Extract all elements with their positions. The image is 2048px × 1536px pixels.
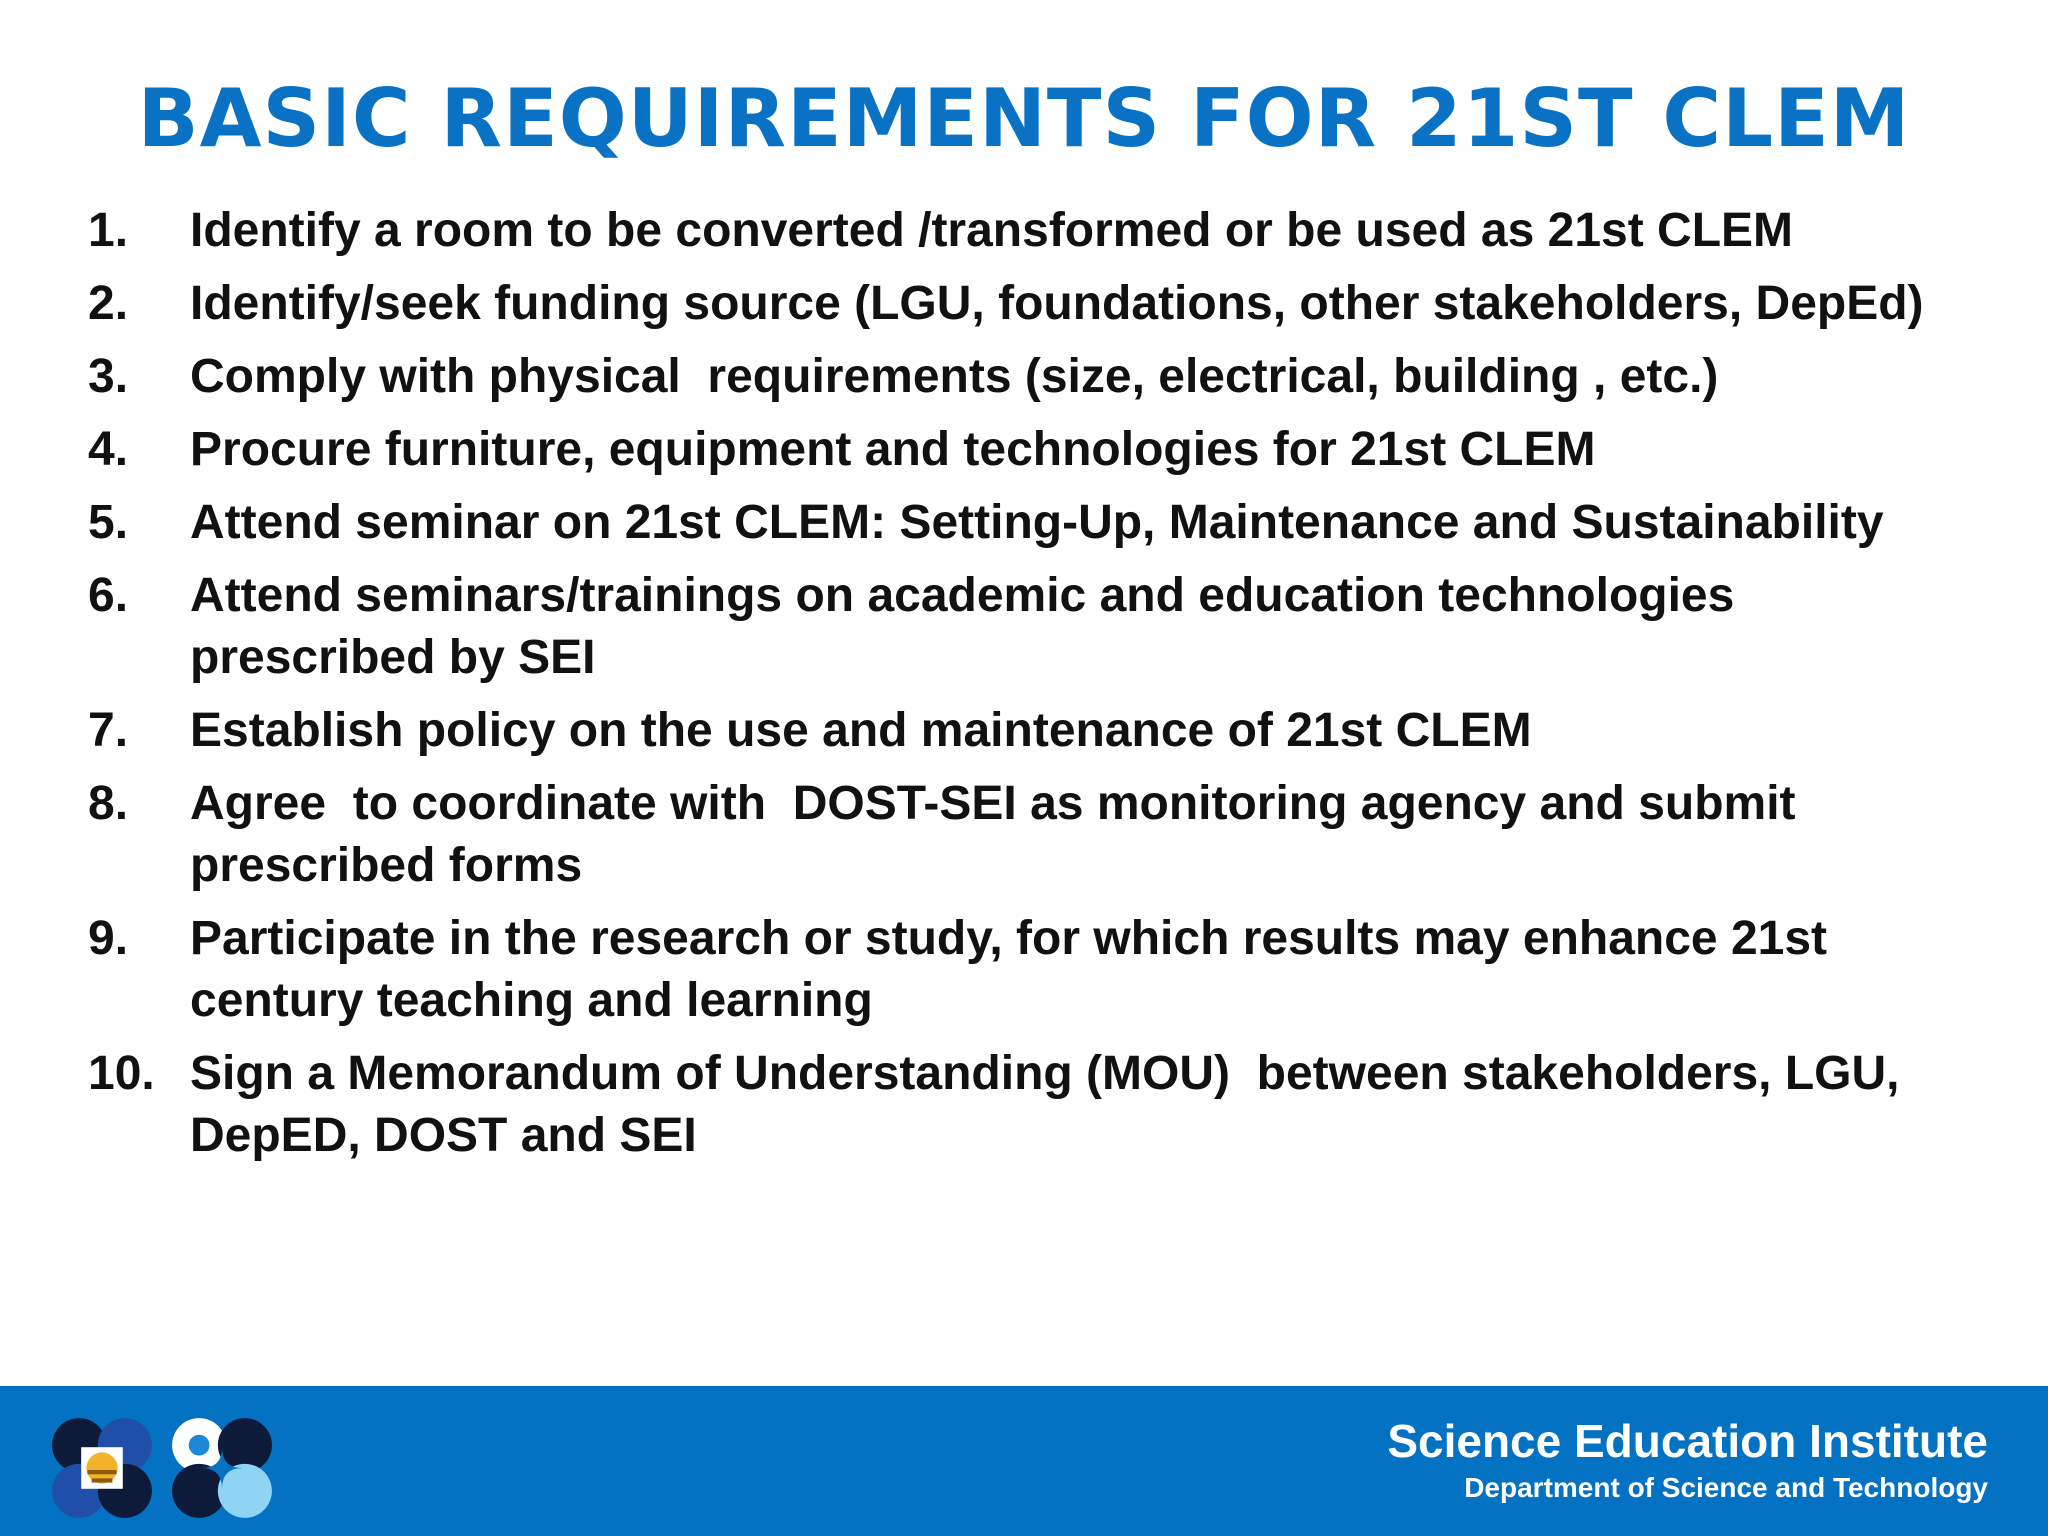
- slide-title: BASIC REQUIREMENTS FOR 21ST CLEM: [137, 72, 1911, 165]
- footer-department: Department of Science and Technology: [1464, 1472, 1988, 1503]
- list-item: [88, 492, 1988, 554]
- item-text: Comply with physical requirements (size, electrical, building , etc.): [190, 350, 1719, 403]
- item-number: 1.: [88, 204, 129, 257]
- list-item: [88, 346, 1988, 408]
- list-item: [88, 419, 1988, 481]
- item-number: 8.: [88, 777, 129, 830]
- item-text: Agree to coordinate with DOST-SEI as monitoring agency and submit prescribed forms: [190, 777, 1809, 892]
- item-text: Procure furniture, equipment and technologies for 21st CLEM: [190, 423, 1596, 476]
- item-number: 6.: [88, 569, 129, 622]
- footer-organization: Science Education Institute: [1387, 1415, 1988, 1467]
- item-number: 7.: [88, 704, 129, 757]
- list-item: [88, 200, 1988, 262]
- sei-logo-icon: [50, 1416, 154, 1520]
- item-text: Establish policy on the use and maintenance of 21st CLEM: [190, 704, 1532, 757]
- list-item: [88, 908, 1988, 1032]
- item-text: Identify/seek funding source (LGU, foundations, other stakeholders, DepEd): [190, 277, 1924, 330]
- footer-bar: [0, 1386, 2048, 1536]
- list-item: [88, 565, 1988, 689]
- item-text: Sign a Memorandum of Understanding (MOU) between stakeholders, LGU, DepED, DOST and SEI: [190, 1047, 1913, 1162]
- list-item: [88, 273, 1988, 335]
- list-item: [88, 700, 1988, 762]
- item-number: 3.: [88, 350, 129, 403]
- item-number: 10.: [88, 1047, 155, 1100]
- item-number: 2.: [88, 277, 129, 330]
- item-text: Attend seminars/trainings on academic and education technologies prescribed by SEI: [190, 569, 1748, 684]
- dost-logo-icon: [170, 1416, 274, 1520]
- requirements-list: [88, 200, 1988, 1178]
- item-text: Participate in the research or study, for which results may enhance 21st century teaching and learning: [190, 912, 1841, 1027]
- item-number: 4.: [88, 423, 129, 476]
- item-text: Identify a room to be converted /transformed or be used as 21st CLEM: [190, 204, 1794, 257]
- list-item: [88, 1043, 1988, 1167]
- item-text: Attend seminar on 21st CLEM: Setting-Up, Maintenance and Sustainability: [190, 496, 1884, 549]
- item-number: 5.: [88, 496, 129, 549]
- item-number: 9.: [88, 912, 129, 965]
- list-item: [88, 773, 1988, 897]
